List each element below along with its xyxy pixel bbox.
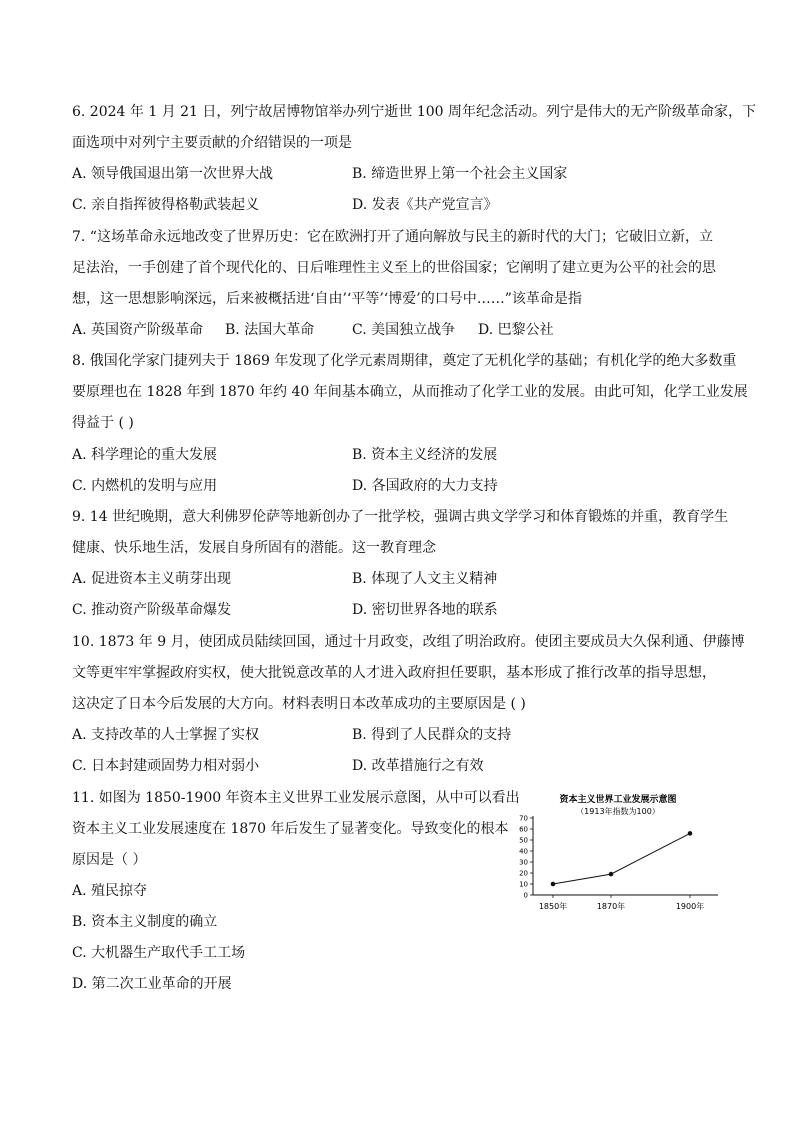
q6-option-b[interactable]: B. 缔造世界上第一个社会主义国家 [352,166,568,182]
chart-title: 资本主义世界工业发展示意图 [559,795,677,805]
q10-option-b[interactable]: B. 得到了人民群众的支持 [352,727,512,743]
q9-option-c[interactable]: C. 推动资产阶级革命爆发 [72,602,232,618]
q11-stem-line-1: 11. 如图为 1850-1900 年资本主义世界工业发展示意图，从中可以看出 [72,790,520,806]
q10-stem-line-1: 10. 1873 年 9 月，使团成员陆续回国，通过十月政变，改组了明治政府。使团主要成员大久保利通、伊藤博 [72,634,745,650]
q7-option-c[interactable]: C. 美国独立战争 [352,322,456,338]
q7-stem-line-3: 想，这一思想影响深远，后来被概括进‘自由’‘平等’‘博爱’的口号中……”该革命是指 [72,291,582,307]
chart-y-tick-label: 70 [519,814,528,823]
q9-option-a[interactable]: A. 促进资本主义萌芽出现 [72,571,232,587]
q7-option-b[interactable]: B. 法国大革命 [225,322,315,338]
q9-stem-line-1: 9. 14 世纪晚期，意大利佛罗伦萨等地新创办了一批学校，强调古典文学学习和体育锻炼的并重，教育学生 [72,509,729,525]
q11-option-c[interactable]: C. 大机器生产取代手工工场 [72,945,246,961]
q9-option-d[interactable]: D. 密切世界各地的联系 [352,602,498,618]
q10-stem-line-3: 这决定了日本今后发展的大方向。材料表明日本改革成功的主要原因是 ( ) [72,696,526,712]
q10-stem-line-2: 文等更牢牢掌握政府实权，使大批锐意改革的人才进入政府担任要职，基本形成了推行改革的指导思想， [72,665,716,681]
chart-y-tick-label: 60 [519,825,528,834]
q8-stem-line-1: 8. 俄国化学家门捷列夫于 1869 年发现了化学元素周期律，奠定了无机化学的基础；有机化学的绝大多数重 [72,353,737,369]
chart-series-line [553,833,690,884]
q6-option-a[interactable]: A. 领导俄国退出第一次世界大战 [72,166,274,182]
q11-option-b[interactable]: B. 资本主义制度的确立 [72,914,218,930]
chart-y-tick-label: 40 [519,847,528,856]
q6-stem-line-2: 面选项中对列宁主要贡献的介绍错误的一项是 [72,135,352,151]
q6-option-c[interactable]: C. 亲自指挥彼得格勒武装起义 [72,197,260,213]
q6-option-d[interactable]: D. 发表《共产党宣言》 [352,197,498,213]
q8-option-c[interactable]: C. 内燃机的发明与应用 [72,478,218,494]
q11-option-d[interactable]: D. 第二次工业革命的开展 [72,976,232,992]
q9-option-b[interactable]: B. 体现了人文主义精神 [352,571,498,587]
q10-option-d[interactable]: D. 改革措施行之有效 [352,758,484,774]
chart-y-tick-label: 50 [519,836,528,845]
q7-option-a[interactable]: A. 英国资产阶级革命 [72,322,204,338]
q8-option-d[interactable]: D. 各国政府的大力支持 [352,478,498,494]
q10-option-c[interactable]: C. 日本封建顽固势力相对弱小 [72,758,260,774]
q11-stem-line-3: 原因是（ ） [72,852,147,868]
chart-data-point [609,872,614,877]
q9-stem-line-2: 健康、快乐地生活，发展自身所固有的潜能。这一教育理念 [72,540,436,556]
q7-stem-line-1: 7. “这场革命永远地改变了世界历史：它在欧洲打开了通向解放与民主的新时代的大门；它破旧立新，立 [72,229,713,245]
q7-option-d[interactable]: D. 巴黎公社 [478,322,554,338]
chart-y-tick-label: 20 [519,869,528,878]
chart-y-tick-label: 30 [519,858,528,867]
industry-development-chart [508,790,728,920]
q8-stem-line-3: 得益于 ( ) [72,415,134,431]
q7-stem-line-2: 足法治，一手创建了首个现代化的、日后唯理性主义至上的世俗国家；它阐明了建立更为公平的社会的思 [72,260,716,276]
chart-y-tick-label: 10 [519,880,528,889]
q10-option-a[interactable]: A. 支持改革的人士掌握了实权 [72,727,260,743]
chart-x-tick-label: 1850年 [538,902,568,911]
q11-stem-line-2: 资本主义工业发展速度在 1870 年后发生了显著变化。导致变化的根本 [72,821,509,837]
chart-data-point [551,882,556,887]
q11-option-a[interactable]: A. 殖民掠夺 [72,883,148,899]
chart-y-tick-label: 0 [523,891,528,900]
q8-stem-line-2: 要原理也在 1828 年到 1870 年约 40 年间基本确立，从而推动了化学工业的发展。由此可知，化学工业发展 [72,384,748,400]
chart-data-point [688,831,693,836]
chart-x-tick-label: 1900年 [675,902,705,911]
chart-x-tick-label: 1870年 [596,902,626,911]
q6-stem-line-1: 6. 2024 年 1 月 21 日，列宁故居博物馆举办列宁逝世 100 周年纪念活动。列宁是伟大的无产阶级革命家，下 [72,104,757,120]
q8-option-b[interactable]: B. 资本主义经济的发展 [352,447,498,463]
chart-subtitle: （1913年指数为100） [576,807,660,816]
q8-option-a[interactable]: A. 科学理论的重大发展 [72,447,218,463]
